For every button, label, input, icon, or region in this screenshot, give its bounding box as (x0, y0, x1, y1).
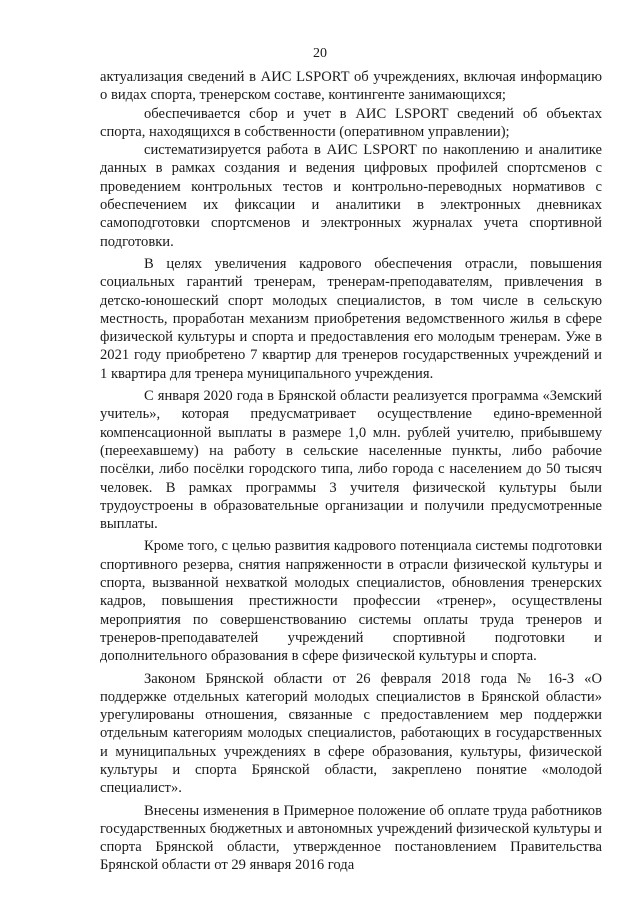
page-number: 20 (313, 46, 327, 61)
paragraph-coach-housing: В целях увеличения кадрового обеспечения отрасли, повышения социальных гарантий тренерам, тренерам-преподавателям, привлечения в детско-юношеский спорт молодых специалистов, в том числе в сельскую местность, проработан механизм приобретения ведомственного жилья в сфере физической культуры и спорта и предоставления его молодым тренерам. Уже в 2021 году приобретено 7 квартир для тренеров государственных учреждений и 1 квартира для тренера муниципального учреждения. (100, 255, 602, 382)
paragraph-wage-regulation: Внесены изменения в Примерное положение об оплате труда работников государственных бюджетных и автономных учреждений физической культуры и спорта Брянской области, утвержденное постановлением Правительства Брянской области от 29 января 2016 года (100, 802, 602, 874)
paragraph-ais-info-update: актуализация сведений в АИС LSPORT об учреждениях, включая информацию о видах спорта, тренерском составе, контингенте занимающихся; (100, 69, 602, 104)
document-body (100, 68, 602, 875)
paragraph-regional-law: Законом Брянской области от 26 февраля 2018 года № 16-З «О поддержке отдельных категорий молодых специалистов в Брянской области» урегулированы отношения, связанные с предоставлением мер поддержки отдельным категориям молодых специалистов, работающих в государственных и муниципальных учреждениях в сфере образования, культуры, физической культуры и спорта Брянской области, закреплено понятие «молодой специалист». (100, 670, 602, 797)
paragraph-ais-sports-facilities: обеспечивается сбор и учет в АИС LSPORT сведений об объектах спорта, находящихся в собственности (оперативном управлении); (100, 105, 602, 140)
paragraph-zemsky-uchitel: С января 2020 года в Брянской области реализуется программа «Земский учитель», которая предусматривает осуществление едино-временной компенсационной выплаты в размере 1,0 млн. рублей учителю, прибывшему (переехавшему) на работу в сельские населенные пункты, либо рабочие посёлки, либо посёлки городского типа, либо города с населением до 50 тысяч человек. В рамках программы 3 учителя физической культуры были трудоустроены в образовательные организации и получили предусмотренные выплаты. (100, 388, 602, 533)
paragraph-staff-potential: Кроме того, с целью развития кадрового потенциала системы подготовки спортивного резерва, снятия напряженности в отрасли физической культуры и спорта, вызванной нехваткой молодых специалистов, обновления тренерских кадров, повышения престижности профессии «тренер», осуществлены мероприятия по совершенствованию системы оплаты труда тренеров и тренеров-преподавателей учреждений спортивной подготовки и дополнительного образования в сфере физической культуры и спорта. (100, 538, 602, 665)
paragraph-ais-digital-profiles: систематизируется работа в АИС LSPORT по накоплению и аналитике данных в рамках создания и ведения цифровых профилей спортсменов с проведением контрольных тестов и контрольно-переводных нормативов с обеспечением их фиксации и аналитики в электронных дневниках самоподготовки спортсменов и электронных журналах учета спортивной подготовки. (100, 142, 602, 250)
